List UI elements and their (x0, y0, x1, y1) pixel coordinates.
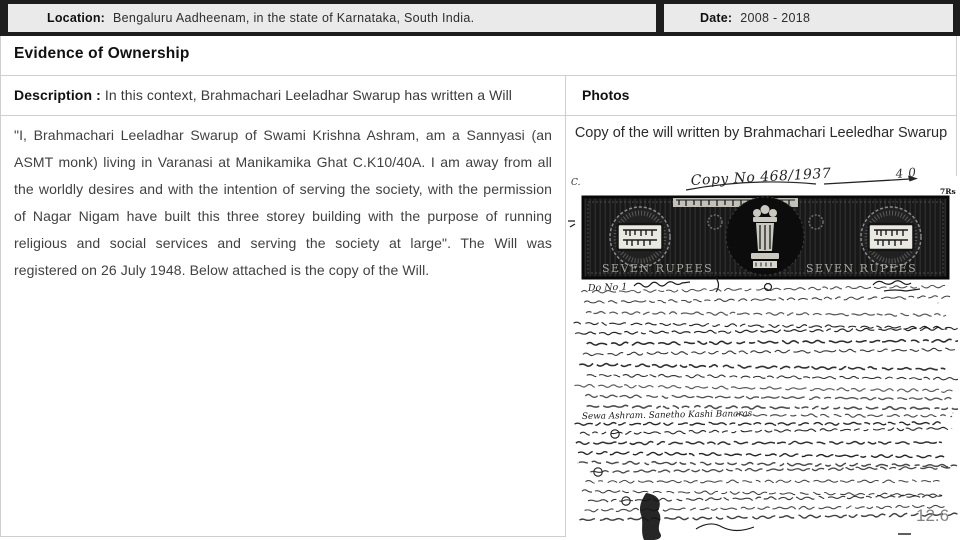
location-field (8, 4, 656, 32)
description-label: Description : (14, 87, 101, 103)
margin-dash (568, 221, 575, 227)
scan-copy-number: Copy No 468/1937 (690, 165, 832, 189)
stamp-text-right: SEVEN RUPEES (806, 262, 918, 275)
ashoka-emblem-icon (726, 197, 804, 275)
photos-header: Photos (582, 87, 630, 103)
revenue-stamp (583, 197, 948, 278)
scan-english-line: Sewa Ashram. Sanetho Kashi Banaras (581, 409, 753, 422)
will-quote-paragraph: "I, Brahmachari Leeladhar Swarup of Swami Krishna Ashram, am a Sannyasi (an ASMT monk) living in Varanasi at Manikamika Ghat C.K10/40A. I am away from all the worldly desires and with the intention of serving the society, with the permission of Nagar Nigam have built this three storey building with the purpose of running religious and social services and serving the society at large". The Will was registered on 26 July 1948. Below attached is the copy of the Will. (14, 127, 552, 278)
scan-corner-mark: 40 (895, 164, 922, 181)
circled-marks (594, 430, 630, 505)
date-value: 2008 - 2018 (740, 11, 811, 25)
date-field (664, 4, 953, 32)
closing-flourish (696, 524, 754, 531)
description-header (14, 87, 512, 103)
date-label: Date: (700, 11, 733, 25)
header-bar (0, 0, 960, 36)
handwritten-text-lines (574, 285, 958, 522)
divider (0, 536, 566, 537)
divider (0, 36, 1, 536)
divider (956, 36, 957, 176)
location-label: Location: (47, 11, 106, 25)
registration-line (587, 278, 920, 294)
do-no-text: Do No 1 (587, 281, 628, 294)
divider (565, 75, 566, 537)
ink-smudge (640, 493, 661, 540)
description-intro: In this context, Brahmachari Leeladhar Swarup has written a Will (104, 87, 513, 103)
divider (0, 75, 957, 76)
photo-caption: Copy of the will written by Brahmachari Leeledhar Swarup (574, 125, 948, 141)
will-scan-image (568, 163, 958, 540)
stamp-denomination: 7Rs (940, 187, 956, 196)
location-value: Bengaluru Aadheenam, in the state of Karnataka, South India. (113, 11, 475, 25)
divider (0, 115, 957, 116)
scan-margin-mark: C. (571, 178, 581, 188)
page-number: 12.6 (916, 506, 950, 525)
stamp-text-left: SEVEN RUPEES (602, 262, 714, 275)
page-title: Evidence of Ownership (14, 45, 190, 62)
